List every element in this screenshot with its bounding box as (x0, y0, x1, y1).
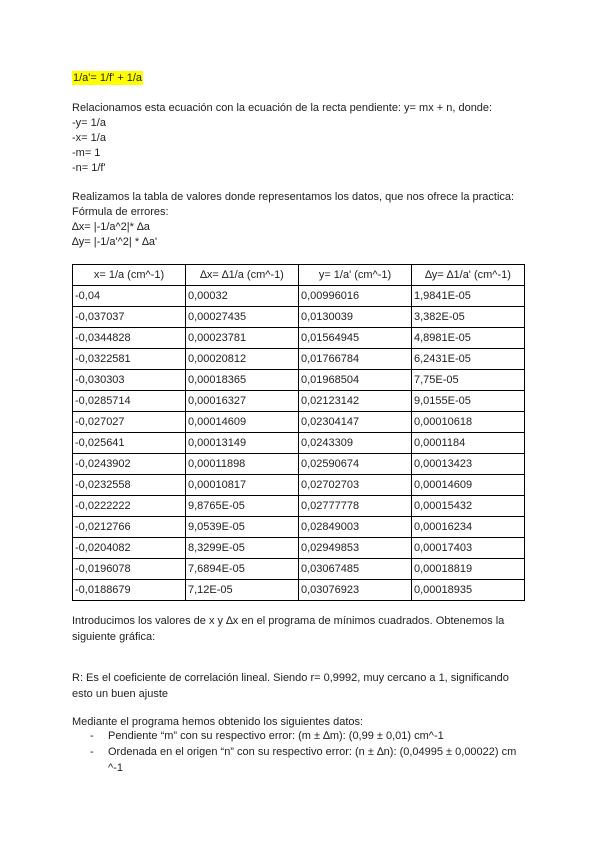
definitions-block (72, 101, 492, 176)
cell-x: -0,0322581 (73, 349, 186, 370)
header-x: x= 1/a (cm^-1) (73, 265, 186, 286)
cell-x: -0,037037 (73, 307, 186, 328)
cell-x: -0,0204082 (73, 538, 186, 559)
cell-y: 0,00996016 (299, 286, 412, 307)
table-row (73, 433, 525, 454)
results-list (72, 728, 532, 776)
header-y: y= 1/a' (cm^-1) (299, 265, 412, 286)
table-row (73, 307, 525, 328)
cell-dy: 0,00018935 (412, 580, 525, 601)
cell-y: 0,03067485 (299, 559, 412, 580)
cell-x: -0,0344828 (73, 328, 186, 349)
cell-dy: 0,00015432 (412, 496, 525, 517)
cell-y: 0,01564945 (299, 328, 412, 349)
cell-y: 0,02304147 (299, 412, 412, 433)
cell-dy: 9,0155E-05 (412, 391, 525, 412)
cell-dx: 0,00018365 (186, 370, 299, 391)
cell-x: -0,0212766 (73, 517, 186, 538)
cell-dy: 3,382E-05 (412, 307, 525, 328)
table-row (73, 538, 525, 559)
errors-block (72, 190, 514, 250)
cell-x: -0,025641 (73, 433, 186, 454)
cell-dx: 0,00011898 (186, 454, 299, 475)
highlighted-equation: 1/a'= 1/f' + 1/a (73, 72, 143, 84)
cell-dy: 4,8981E-05 (412, 328, 525, 349)
errors-title: Fórmula de errores: (72, 206, 169, 218)
table-row (73, 517, 525, 538)
table-row (73, 559, 525, 580)
cell-y: 0,02590674 (299, 454, 412, 475)
cell-dx: 8,3299E-05 (186, 538, 299, 559)
table-row (73, 286, 525, 307)
cell-y: 0,0130039 (299, 307, 412, 328)
cell-y: 0,0243309 (299, 433, 412, 454)
table-row (73, 412, 525, 433)
error-formula-y: ∆y= |-1/a'^2| * ∆a' (72, 236, 158, 248)
cell-x: -0,0232558 (73, 475, 186, 496)
cell-dx: 0,00014609 (186, 412, 299, 433)
table-row (73, 454, 525, 475)
cell-dy: 1,9841E-05 (412, 286, 525, 307)
cell-dy: 0,00017403 (412, 538, 525, 559)
cell-x: -0,04 (73, 286, 186, 307)
error-formula-x: ∆x= |-1/a^2|* ∆a (72, 221, 150, 233)
cell-dy: 0,00010618 (412, 412, 525, 433)
cell-y: 0,01766784 (299, 349, 412, 370)
cell-dy: 0,00014609 (412, 475, 525, 496)
definition-n: -n= 1/f' (72, 162, 106, 174)
values-table (72, 264, 525, 601)
cell-dy: 0,00013423 (412, 454, 525, 475)
table-row (73, 580, 525, 601)
table-row (73, 328, 525, 349)
table-intro-text: Realizamos la tabla de valores donde representamos los datos, que nos ofrece la practica: (72, 191, 515, 203)
table-row (73, 391, 525, 412)
cell-dx: 0,00013149 (186, 433, 299, 454)
cell-x: -0,0243902 (73, 454, 186, 475)
definition-y: -y= 1/a (72, 117, 106, 129)
cell-dx: 0,00027435 (186, 307, 299, 328)
cell-y: 0,02777778 (299, 496, 412, 517)
cell-dx: 0,00032 (186, 286, 299, 307)
table-row (73, 349, 525, 370)
cell-dx: 7,12E-05 (186, 580, 299, 601)
list-item (72, 744, 532, 776)
table-row (73, 475, 525, 496)
cell-y: 0,02849003 (299, 517, 412, 538)
table-row (73, 496, 525, 517)
cell-x: -0,0188679 (73, 580, 186, 601)
result-slope: Pendiente “m” con su respectivo error: (m ± ∆m): (0,99 ± 0,01) cm^-1 (108, 730, 444, 742)
cell-x: -0,0222222 (73, 496, 186, 517)
cell-x: -0,030303 (73, 370, 186, 391)
cell-dx: 0,00023781 (186, 328, 299, 349)
cell-x: -0,0285714 (73, 391, 186, 412)
program-paragraph: Introducimos los valores de x y ∆x en el programa de mínimos cuadrados. Obtenemos la siguiente gráfica: (72, 615, 505, 643)
cell-x: -0,027027 (73, 412, 186, 433)
cell-dx: 9,8765E-05 (186, 496, 299, 517)
cell-dy: 7,75E-05 (412, 370, 525, 391)
table-row (73, 370, 525, 391)
correlation-paragraph: R: Es el coeficiente de correlación lineal. Siendo r= 0,9992, muy cercano a 1, significando esto un buen ajuste (72, 672, 509, 700)
list-bullet: - (90, 730, 94, 742)
cell-dy: 0,0001184 (412, 433, 525, 454)
list-bullet: - (90, 746, 94, 758)
table-header-row (73, 265, 525, 286)
cell-dx: 7,6894E-05 (186, 559, 299, 580)
cell-dx: 9,0539E-05 (186, 517, 299, 538)
cell-y: 0,02949853 (299, 538, 412, 559)
header-dx: ∆x= ∆1/a (cm^-1) (186, 265, 299, 286)
cell-dx: 0,00020812 (186, 349, 299, 370)
cell-dx: 0,00010817 (186, 475, 299, 496)
cell-y: 0,03076923 (299, 580, 412, 601)
cell-y: 0,01968504 (299, 370, 412, 391)
cell-y: 0,02123142 (299, 391, 412, 412)
cell-dy: 0,00018819 (412, 559, 525, 580)
list-item (72, 728, 532, 744)
definition-m: -m= 1 (72, 147, 101, 159)
cell-y: 0,02702703 (299, 475, 412, 496)
definition-x: -x= 1/a (72, 132, 106, 144)
intro-text: Relacionamos esta ecuación con la ecuación de la recta pendiente: y= mx + n, donde: (72, 102, 493, 114)
header-dy: ∆y= ∆1/a' (cm^-1) (412, 265, 525, 286)
result-intercept: Ordenada en el origen “n” con su respectivo error: (n ± ∆n): (0,04995 ± 0,00022) cm ^-1 (108, 746, 517, 774)
cell-dy: 0,00016234 (412, 517, 525, 538)
cell-dy: 6,2431E-05 (412, 349, 525, 370)
cell-x: -0,0196078 (73, 559, 186, 580)
results-intro: Mediante el programa hemos obtenido los siguientes datos: (72, 716, 364, 728)
cell-dx: 0,00016327 (186, 391, 299, 412)
